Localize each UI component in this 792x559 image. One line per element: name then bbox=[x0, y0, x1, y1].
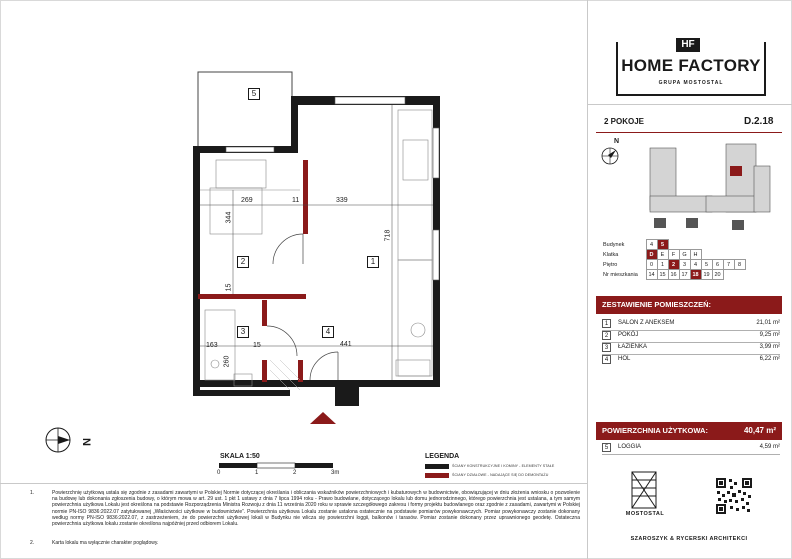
cell: 4 bbox=[690, 260, 701, 270]
loggia-name: LOGGIA bbox=[618, 444, 642, 450]
scale-tick-3m: 3m bbox=[331, 470, 340, 476]
logo-divider bbox=[587, 104, 792, 105]
brand-name: HOME FACTORY bbox=[621, 56, 761, 75]
row-pietro bbox=[602, 260, 745, 270]
legend-swatch-structural bbox=[425, 464, 449, 469]
legend-text-partition: ŚCIANY DZIAŁOWE - NADAJĄCE SIĘ DO DEMONTAŻU bbox=[452, 473, 549, 477]
cell: 20 bbox=[712, 270, 723, 280]
apartment-type: 2 POKOJE bbox=[604, 117, 645, 126]
room-row-area: 3,99 m² bbox=[759, 344, 780, 350]
right-panel-divider bbox=[587, 0, 588, 559]
cell: 14 bbox=[646, 270, 657, 280]
cell: G bbox=[679, 250, 690, 260]
room-row-area: 9,25 m² bbox=[759, 332, 780, 338]
dim-441: 441 bbox=[340, 341, 352, 348]
cell: 3 bbox=[679, 260, 690, 270]
cell: 0 bbox=[646, 260, 657, 270]
note-num-1: 1. bbox=[30, 490, 35, 496]
scale-bar bbox=[218, 462, 348, 470]
cell: 4 bbox=[646, 240, 657, 250]
room-row-number: 2 bbox=[602, 331, 611, 340]
room-number-3: 3 bbox=[237, 326, 249, 338]
usable-area-title: POWIERZCHNIA UŻYTKOWA: bbox=[602, 426, 708, 435]
room-row-name: POKÓJ bbox=[618, 332, 639, 338]
note-num-2: 2. bbox=[30, 540, 35, 546]
compass-small-icon bbox=[600, 146, 620, 166]
cell: 6 bbox=[712, 260, 723, 270]
architects-credit: SZAROSZYK & RYCERSKI ARCHITEKCI bbox=[630, 536, 748, 542]
header-underline bbox=[596, 132, 782, 133]
dim-718: 718 bbox=[384, 229, 392, 242]
cell: H bbox=[690, 250, 701, 260]
room-row-number: 3 bbox=[602, 343, 611, 352]
cell: 1 bbox=[657, 260, 668, 270]
dim-163: 163 bbox=[206, 342, 218, 349]
usable-area-header bbox=[596, 422, 782, 440]
scale-tick-1: 1 bbox=[255, 470, 259, 476]
room-row-name: SALON Z ANEKSEM bbox=[618, 320, 675, 326]
room-row-name: ŁAZIENKA bbox=[618, 344, 648, 350]
legend-swatch-partition bbox=[425, 473, 449, 478]
row-budynek bbox=[602, 240, 745, 250]
label-pietro: Piętro bbox=[603, 261, 618, 268]
cell: F bbox=[668, 250, 679, 260]
legend-title: LEGENDA bbox=[425, 453, 460, 460]
scale-tick-0: 0 bbox=[217, 470, 221, 476]
note-text-2: Karta lokalu ma wyłącznie charakter poglądowy. bbox=[52, 540, 159, 546]
brand-group: GRUPA MOSTOSTAL bbox=[658, 80, 724, 86]
rooms-section-title: ZESTAWIENIE POMIESZCZEŃ: bbox=[602, 300, 712, 309]
usable-area-value: 40,47 m² bbox=[743, 426, 776, 435]
room-row-2 bbox=[602, 331, 780, 341]
note-text-1: Powierzchnię użytkową ustala się zgodnie z zasadami zawartymi w Polskiej Normie dotyczącej określania i obliczania wskaźników powierzchniowych i kubaturowych w budownictwie, obowiązującej w dniu złożenia wniosku o pozwolenie na budowę lub dokonania zgłoszenia budowy, o którym mowa w art. 29 ust. 1 pkt 1 ustawy z dnia 7 lipca 1994 roku - Prawo budowlane, dotyczącego lokalu lub domu jednorodzinnego, którego powierzchnia jest ustalana, a tym samym powierzchnia użytkowa Lokalu jest określona na podstawie Rozporządzenia Ministra Rozwoju z dnia 11 września 2020 roku w sprawie szczegółowego zakresu i formy projektu budowlanego oraz zgodnie z zasadami, zawartymi w Polskiej normie PN-ISO 9836:2022.07 zatytułowanej „Właściwości użytkowe w budownictwie”. Powierzchnia użytkowa Lokalu zostanie ustalona ostatecznie na podstawie pomiarów powykonawczych. Pomiar powykonawczy zostanie dokonany według normy PN-ISO 9836:2022.07, z zastrzeżeniem, że do powierzchni użytkowej lokali w Budynku nie wlicza się powierzchni loggii, balkonów i tarasów. Pomiar zostanie dokonany przez uprawnionego geodetę. Ostateczna powierzchnia użytkowa lokalu zostanie określona najpóźniej przed odbiorem Lokalu. bbox=[52, 490, 580, 528]
room-row-number: 1 bbox=[602, 319, 611, 328]
room-number-2: 2 bbox=[237, 256, 249, 268]
room-row-area: 6,22 m² bbox=[759, 356, 780, 362]
cell-selected: D bbox=[646, 250, 657, 260]
cell: 7 bbox=[723, 260, 734, 270]
label-budynek: Budynek bbox=[603, 241, 625, 248]
scale-label: SKALA 1:50 bbox=[220, 453, 260, 460]
cell: 5 bbox=[701, 260, 712, 270]
row-klatka bbox=[602, 250, 745, 260]
cell: 16 bbox=[668, 270, 679, 280]
label-nr-mieszkania: Nr mieszkania bbox=[603, 271, 638, 278]
compass-rose-icon bbox=[44, 426, 72, 454]
room-row-name: HOL bbox=[618, 356, 631, 362]
dim-339: 339 bbox=[336, 197, 348, 204]
room-row-area: 21,01 m² bbox=[756, 320, 780, 326]
key-plan bbox=[640, 136, 780, 236]
label-klatka: Klatka bbox=[603, 251, 619, 258]
room-number-4: 4 bbox=[322, 326, 334, 338]
cell: 19 bbox=[701, 270, 712, 280]
room-row-4 bbox=[602, 355, 780, 365]
cell-selected: 5 bbox=[657, 240, 668, 250]
cell: E bbox=[657, 250, 668, 260]
scale-tick-2: 2 bbox=[293, 470, 297, 476]
room-row-3 bbox=[602, 343, 780, 353]
dim-344: 344 bbox=[225, 211, 233, 224]
mostostal-logo-icon bbox=[626, 470, 662, 510]
loggia-row bbox=[602, 443, 780, 453]
cell: 17 bbox=[679, 270, 690, 280]
logo-monogram: HF bbox=[676, 38, 700, 52]
room-number-1: 1 bbox=[367, 256, 379, 268]
dim-11: 11 bbox=[292, 197, 300, 204]
cell: 15 bbox=[657, 270, 668, 280]
dim-260: 260 bbox=[223, 355, 231, 368]
row-nr-mieszkania bbox=[602, 270, 745, 280]
mostostal-wordmark: MOSTOSTAL bbox=[625, 511, 665, 517]
north-label-small: N bbox=[614, 138, 620, 145]
room-number-5: 5 bbox=[248, 88, 260, 100]
dim-269: 269 bbox=[241, 197, 253, 204]
room-row-1 bbox=[602, 319, 780, 329]
north-label-plan: N bbox=[79, 438, 92, 446]
legend-text-structural: ŚCIANY KONSTRUKCYJNE I KOMINY - ELEMENTY STAŁE bbox=[452, 464, 555, 468]
dim-15-a: 15 bbox=[225, 283, 233, 292]
loggia-number: 5 bbox=[602, 443, 611, 452]
rooms-section-header bbox=[596, 296, 782, 314]
cell-selected: 2 bbox=[668, 260, 679, 270]
apartment-code: D.2.18 bbox=[744, 116, 774, 127]
qr-code-icon bbox=[716, 478, 752, 514]
location-table bbox=[602, 239, 746, 280]
cell: 8 bbox=[734, 260, 745, 270]
cell-selected: 18 bbox=[690, 270, 701, 280]
dim-15-b: 15 bbox=[253, 342, 261, 349]
row-divider bbox=[602, 454, 780, 455]
loggia-area: 4,59 m² bbox=[759, 444, 780, 450]
room-row-number: 4 bbox=[602, 355, 611, 364]
notes-divider bbox=[0, 483, 587, 484]
